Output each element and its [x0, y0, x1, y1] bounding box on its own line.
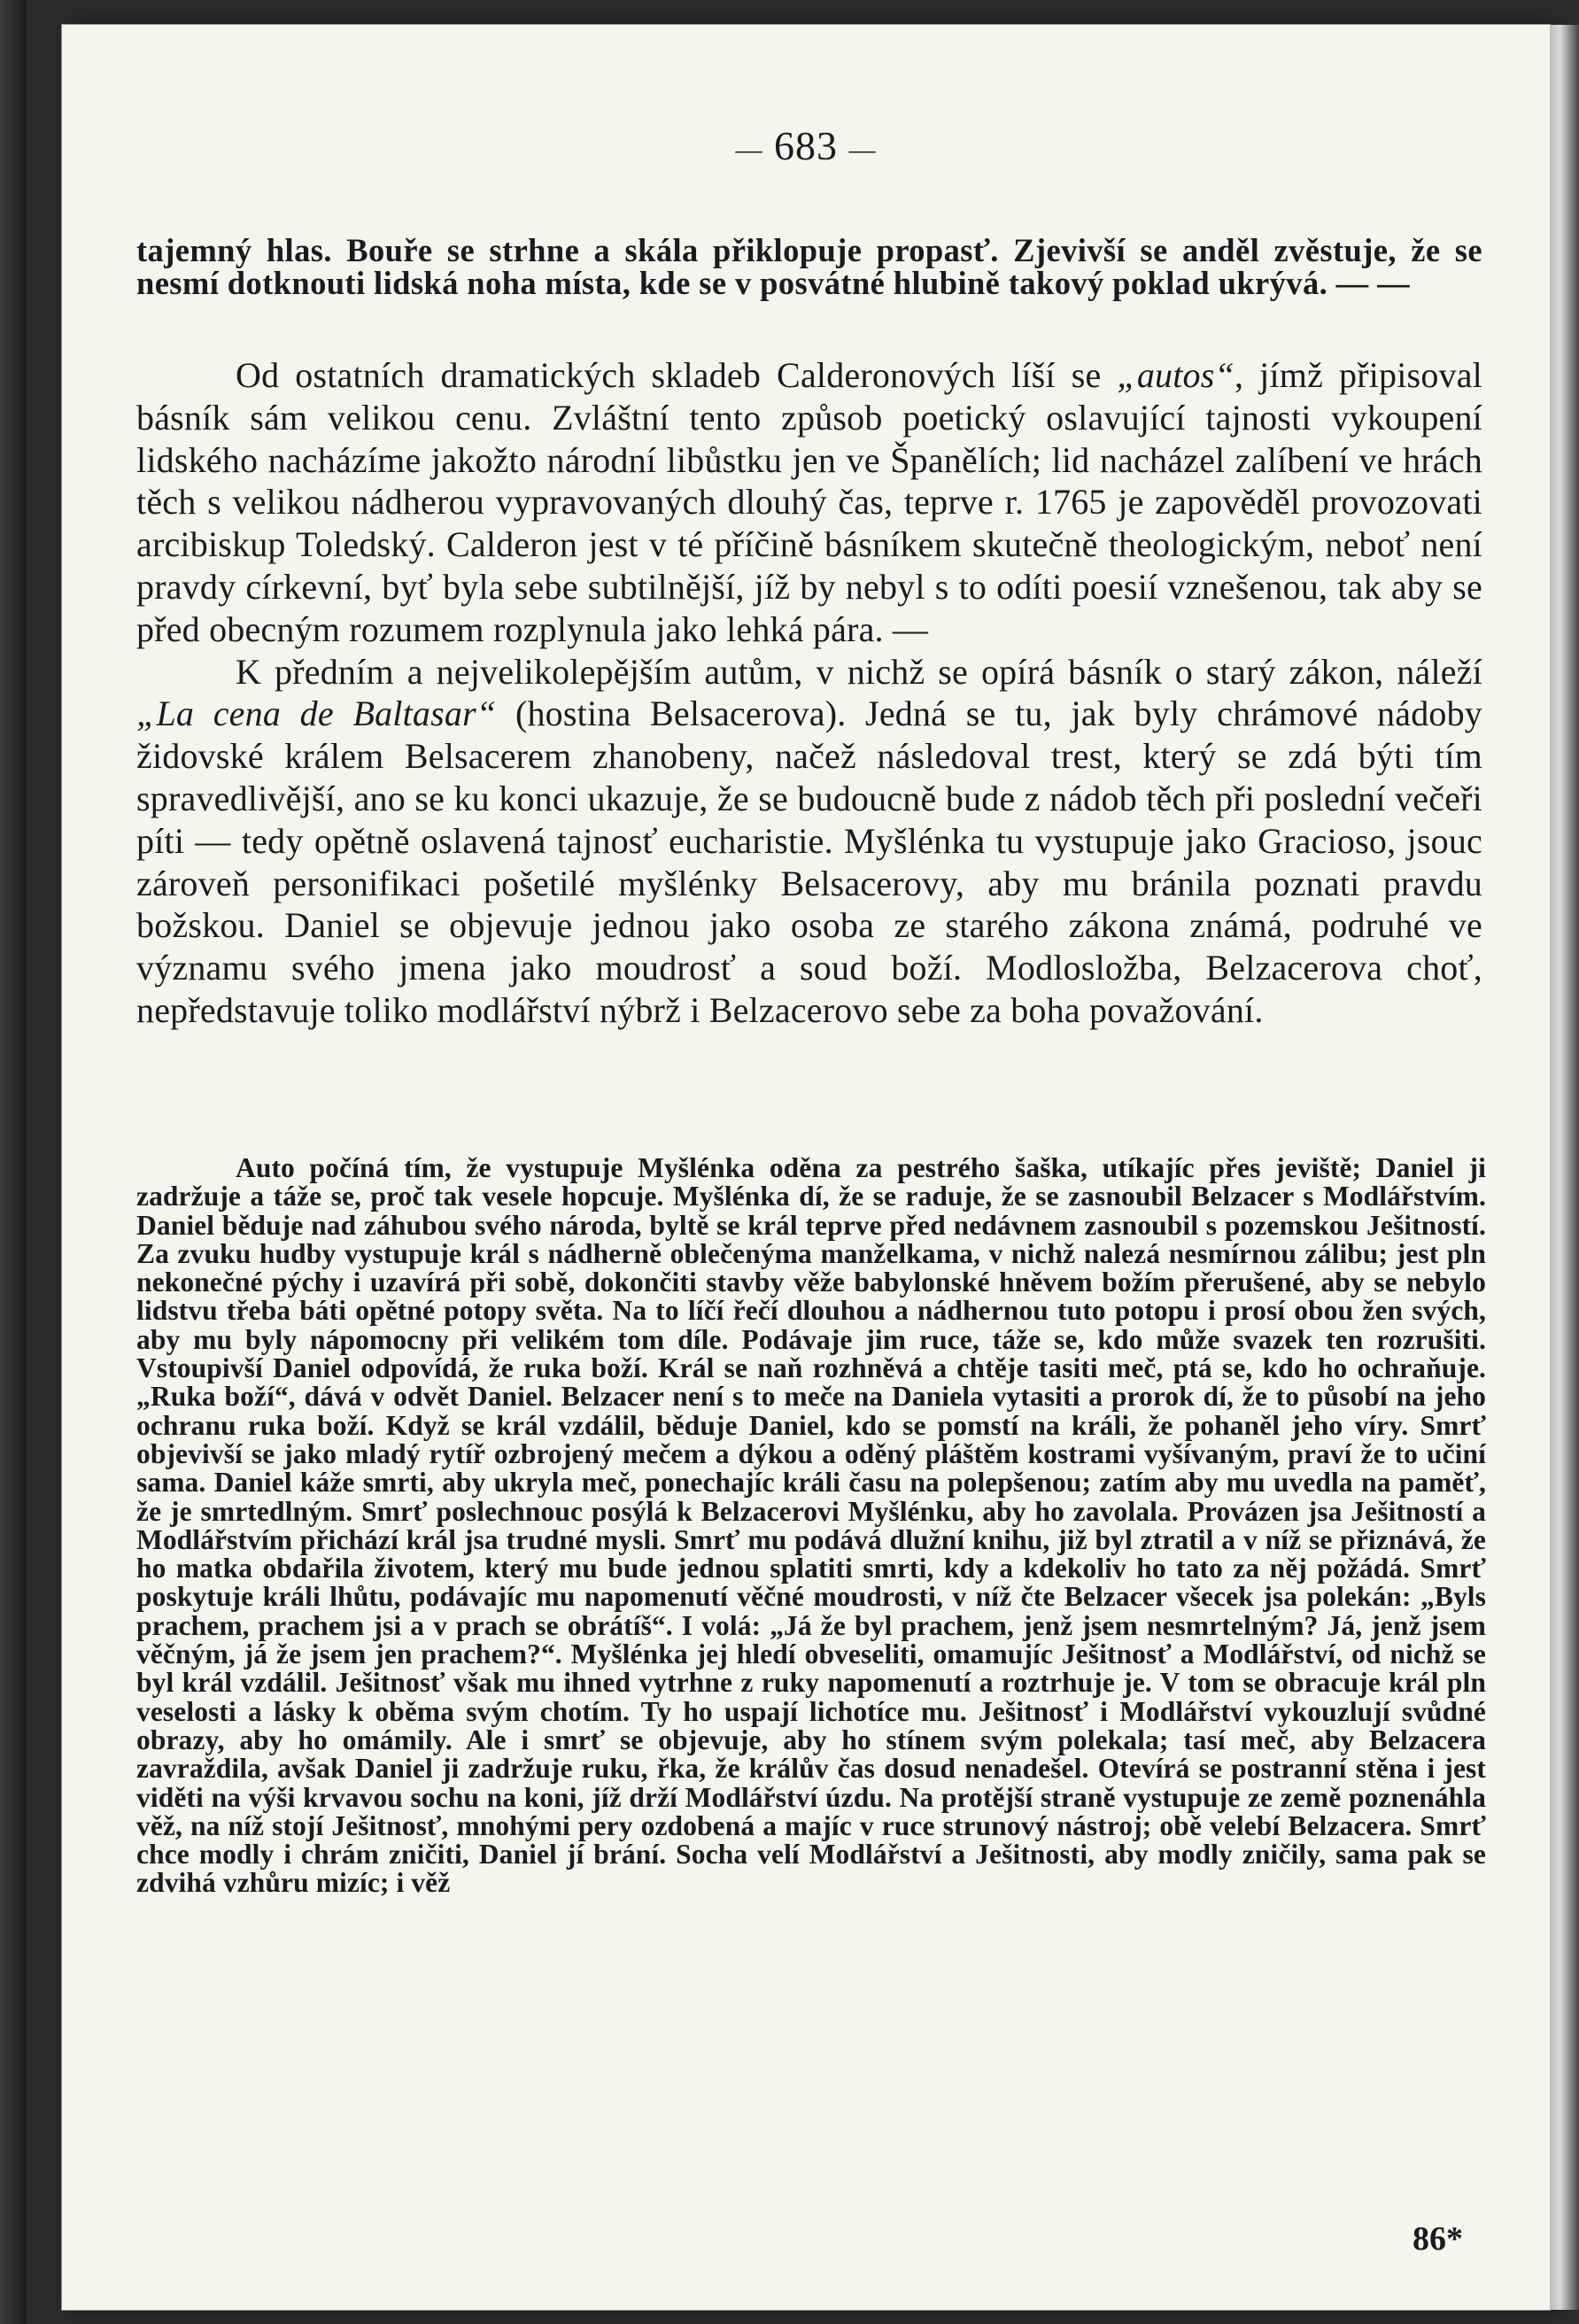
header-dash-right: —: [848, 135, 877, 165]
main-paragraph-1-part-b: , jímž připisoval básník sám velikou cenu. Zvláštní tento způsob poetický oslavující tajnosti vykoupení lidského nacházíme jakožto národní libůstku jen ve Španělích; lid nacházel zalíbení ve hrách těch s velikou nádherou vypravovaných dlouhý čas, teprve r. 1765 je zapověděl provozovati arcibiskup Toledský. Calderon jest v té příčině básníkem skutečně theologickým, neboť není pravdy církevní, byť byla sebe subtilnější, jíž by nebyl s to odíti poesií vznešenou, tak aby se před obecným rozumem rozplynula jako lehká pára. —: [136, 355, 1482, 649]
scan-background-left: [0, 0, 27, 2324]
main-paragraph-2-part-a: K předním a nejvelikolepějším autům, v nichž se opírá básník o starý zákon, náleží: [236, 651, 1482, 692]
main-paragraph-1-part-a: Od ostatních dramatických skladeb Calderonových líší se: [236, 355, 1118, 395]
main-paragraph-2-part-b: (hostina Belsacerova). Jedná se tu, jak byly chrámové nádoby židovské králem Belsacerem zhanobeny, načež následoval trest, který se zdá býti tím spravedlivější, ano se ku konci ukazuje, že se budoucně bude z nádob těch při poslední večeři píti — tedy opětně oslavená tajnosť eucharistie. Myšlénka tu vystupuje jako Gracioso, jsouc zároveň personifikaci pošetilé myšlénky Belsacerovy, aby mu bránila poznati pravdu božskou. Daniel se objevuje jednou jako osoba ze starého zákona známá, podruhé ve významu svého jmena jako moudrosť a soud boží. Modlosložba, Belzacerova choť, nepředstavuje toliko modlářství nýbrž i Belzacerovo sebe za boha považování.: [136, 693, 1483, 1030]
intro-paragraph: tajemný hlas. Bouře se strhne a skála přiklopuje propasť. Zjevivší se anděl zvěstuje, že se nesmí dotknouti lidská noha místa, kde se v posvátné hlubině takový poklad ukrývá. — —: [136, 232, 1482, 301]
main-paragraph-1: [136, 354, 1482, 651]
note-text: [136, 1154, 1486, 1898]
main-text: [136, 354, 1482, 1032]
signature-mark: 86*: [1413, 2220, 1463, 2258]
book-page: [62, 25, 1550, 2310]
page-number: 683: [774, 123, 838, 168]
page-header: [62, 122, 1550, 169]
main-paragraph-2-emphasis: „La cena de Baltasar“: [136, 693, 497, 734]
header-dash-left: —: [735, 135, 763, 165]
main-paragraph-1-emphasis: „autos“: [1117, 355, 1235, 395]
main-paragraph-2: [136, 651, 1482, 1032]
note-paragraph: Auto počíná tím, že vystupuje Myšlénka oděna za pestrého šaška, utíkajíc přes jeviště; Daniel ji zadržuje a táže se, proč tak vesele hopcuje. Myšlénka dí, že se raduje, že se zasnoubil Belzacer s Modlářstvím. Daniel běduje nad záhubou svého národa, byltě se král teprve před nedávnem zasnoubil s pozemskou Ješitností. Za zvuku hudby vystupuje král s nádherně oblečenýma manželkama, v nichž nalezá nesmírnou zálibu; jest pln nekonečné pýchy i uzavírá při sobě, dokončiti stavby věže babylonské hněvem božím přerušené, aby se nebylo lidstvu třeba báti opětné potopy světa. Na to líčí řečí dlouhou a nádhernou tuto potopu i prosí obou žen svých, aby mu byly nápomocny při velikém tom díle. Podávaje jim ruce, táže se, kdo může svazek ten rozrušiti. Vstoupivší Daniel odpovídá, že ruka boží. Král se naň rozhněvá a chtěje tasiti meč, ptá se, kdo ho ochraňuje. „Ruka boží“, dává v odvět Daniel. Belzacer není s to meče na Daniela vytasiti a prorok dí, že to působí na jeho ochranu ruka boží. Když se král vzdálil, běduje Daniel, kdo se pomstí na králi, že pohaněl jeho víry. Smrť objevivší se jako mladý rytíř ozbrojený mečem a dýkou a oděný pláštěm kostrami vyšívaným, praví že to učiní sama. Daniel káže smrti, aby ukryla meč, ponechajíc králi času na polepšenou; zatím aby mu uvedla na paměť, že je smrtedlným. Smrť poslechnouc posýlá k Belzacerovi Myšlénku, aby ho zavolala. Provázen jsa Ješitností a Modlářstvím přichází král jsa trudné mysli. Smrť mu podává dlužní knihu, již byl ztratil a v níž se přiznává, že ho matka obdařila životem, který mu bude jednou splatiti smrti, kdy a kdekoliv ho tato za něj požádá. Smrť poskytuje králi lhůtu, podávajíc mu napomenutí věčné moudrosti, v níž čte Belzacer všecek jsa polekán: „Byls prachem, prachem jsi a v prach se obrátíš“. I volá: „Já že byl prachem, jenž jsem nesmrtelným? Já, jenž jsem věčným, já že jsem jen prachem?“. Myšlénka jej hledí obveseliti, omamujíc Ješitnosť a Modlářství, od nichž se byl král vzdálil. Ješitnosť však mu ihned vytrhne z ruky napomenutí a roztrhuje je. V tom se obracuje král pln veselosti a lásky k oběma svým chotím. Ty ho uspají lichotíce mu. Ješitnosť i Modlářství vykouzlují svůdné obrazy, aby ho omámily. Ale i smrť se objevuje, aby ho stínem svým polekala; tasí meč, aby Belzacera zavraždila, avšak Daniel ji zadržuje ruku, řka, že králův čas dosud nenadešel. Otevírá se postranní stěna i jest viděti na výši krvavou sochu na koni, jíž drží Modlářství úzdu. Na protější straně vystupuje ze země poznenáhla věž, na níž stojí Ješitnosť, mnohými pery ozdobená a majíc v ruce strunový nástroj; obě velebí Belzacera. Smrť chce modly i chrám zničiti, Daniel jí brání. Socha velí Modlářství a Ješitnosti, aby modly zničily, sama pak se zdvihá vzhůru mizíc; i věž: [136, 1152, 1486, 1899]
page-edge-shadow: [1550, 25, 1579, 2310]
